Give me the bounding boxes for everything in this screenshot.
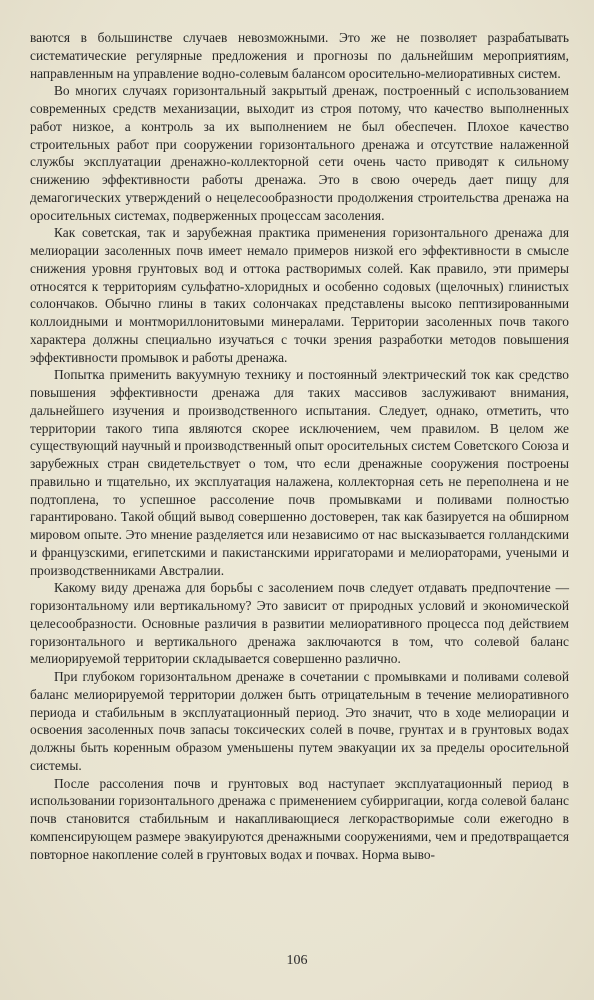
paragraph-continued: ваются в большинстве случаев невозможными. Это же не позволяет разрабатывать систематические регулярные предложения и прогнозы по дальнейшим мероприятиям, направленным на управление водно-солевым балансом оросительно-мелиоративных систем. (30, 30, 569, 81)
paragraph-7: После рассоления почв и грунтовых вод наступает эксплуатационный период в использовании горизонтального дренажа с применением субирригации, когда солевой баланс почв становится стабильным и накапливающиеся легкорастворимые соли ежегодно в компенсирующем размере эвакуируются дренажными сооружениями, чем и предотвращается повторное накопление солей в грунтовых водах и почвах. Норма выво- (30, 775, 569, 862)
paragraph-5: Какому виду дренажа для борьбы с засолением почв следует отдавать предпочтение — горизонтальному или вертикальному? Это зависит от природных условий и экономической целесообразности. Основные различия в развитии мелиоративного процесса под действием горизонтального и вертикального дренажа заключаются в том, что солевой баланс мелиорируемой территории складывается совершенно различно. (30, 580, 569, 667)
body-text (30, 29, 569, 863)
paragraph-2: Во многих случаях горизонтальный закрытый дренаж, построенный с использованием современных средств механизации, выходит из строя потому, что качество выполненных работ низкое, а контроль за их выполнением не был обеспечен. Плохое качество строительных работ при сооружении горизонтального дренажа и отсутствие налаженной службы эксплуатации дренажно-коллекторной сети очень часто приводят к сильному снижению эффективности работы дренажа. Это в свою очередь дает пищу для демагогических утверждений о нецелесообразности продолжения строительства дренажа на оросительных системах, подверженных процессам засоления. (30, 83, 569, 223)
paragraph-4: Попытка применить вакуумную технику и постоянный электрический ток как средство повышения эффективности дренажа для таких массивов заслуживают внимания, дальнейшего изучения и производственного испытания. Следует, однако, отметить, что территории такого типа являются скорее исключением, чем правилом. В целом же существующий научный и производственный опыт оросительных систем Советского Союза и зарубежных стран свидетельствует о том, что если дренажные сооружения построены правильно и тщательно, их эксплуатация налажена, коллекторная сеть не переполнена и не подтоплена, то успешное рассоление почв промывками и поливами полностью гарантировано. Такой общий вывод совершенно достоверен, так как базируется на обширном мировом опыте. Это мнение разделяется или независимо от нас высказывается голландскими и французскими, египетскими и пакистанскими ирригаторами и мелиораторами, учеными и производственниками Австралии. (30, 367, 569, 578)
page-number: 106 (286, 953, 308, 968)
paragraph-6: При глубоком горизонтальном дренаже в сочетании с промывками и поливами солевой баланс мелиорируемой территории должен быть отрицательным в течение мелиоративного периода и стабильным в эксплуатационный период. Это значит, что в ходе мелиорации и освоения засоленных почв запасы токсических солей в почве, грунтах и в грунтовых водах должны быть коренным образом уменьшены путем эвакуации их за пределы оросительной системы. (30, 669, 569, 773)
paragraph-3: Как советская, так и зарубежная практика применения горизонтального дренажа для мелиорации засоленных почв имеет немало примеров низкой его эффективности в смысле снижения уровня грунтовых вод и оттока растворимых солей. Как правило, эти примеры относятся к территориям сульфатно-хлоридных и особенно содовых (щелочных) глинистых солончаков. Обычно глины в таких солончаках представлены высоко пептизированными коллоидными и монтмориллонитовыми минералами. Территории засоленных почв такого характера должны специально изучаться с точки зрения разработки методов повышения эффективности промывок и работы дренажа. (30, 225, 569, 365)
